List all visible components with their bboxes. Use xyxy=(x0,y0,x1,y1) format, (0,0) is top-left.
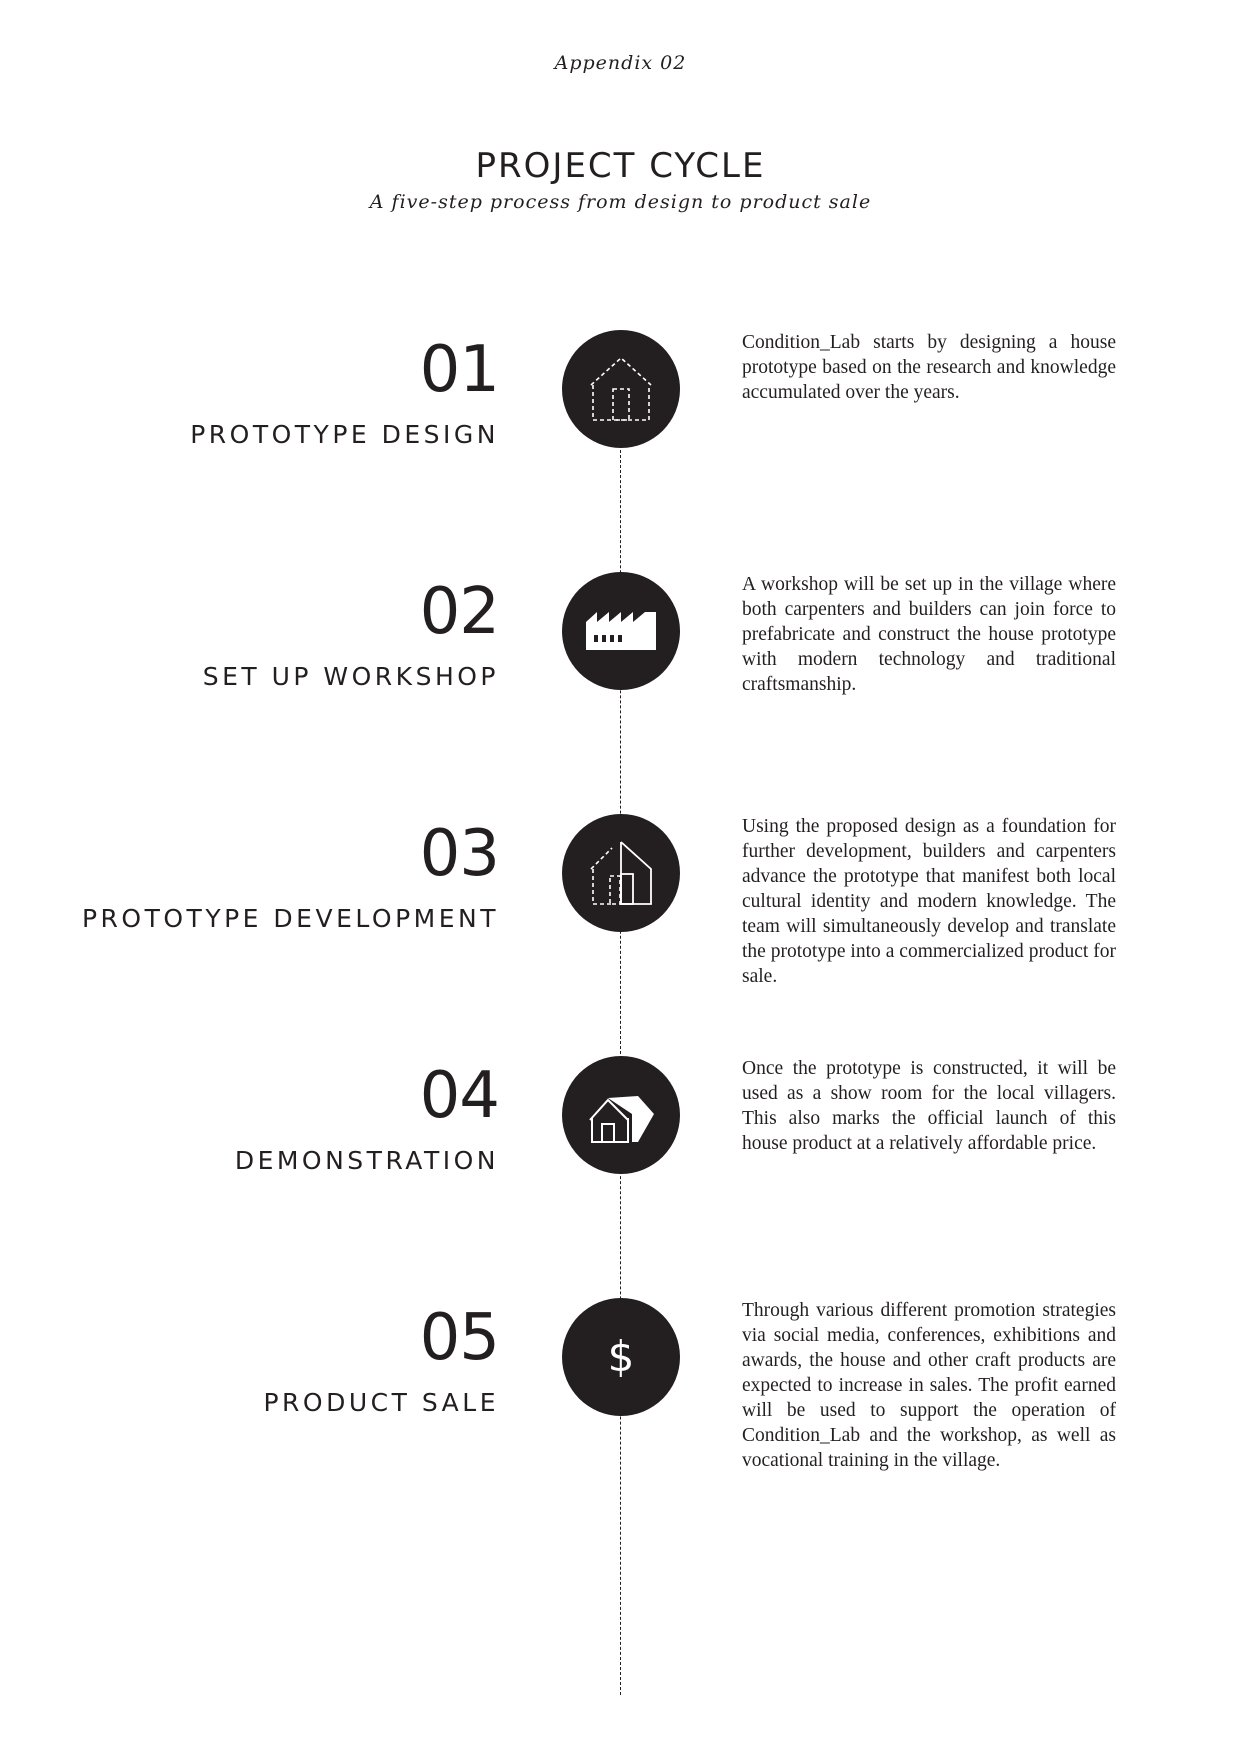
step-number: 04 xyxy=(419,1059,499,1133)
step-01 xyxy=(0,330,1241,570)
step-label: PRODUCT SALE xyxy=(263,1388,499,1417)
step-icon-circle xyxy=(562,1056,680,1174)
step-05 xyxy=(0,1298,1241,1538)
page-title: PROJECT CYCLE xyxy=(475,146,766,186)
page-subtitle: A five-step process from design to product sale xyxy=(369,191,872,213)
step-04 xyxy=(0,1056,1241,1296)
step-number: 03 xyxy=(419,817,499,891)
step-label: SET UP WORKSHOP xyxy=(202,662,499,691)
dashed-house-icon xyxy=(562,330,680,448)
step-03 xyxy=(0,814,1241,1054)
appendix-label: Appendix 02 xyxy=(554,52,687,74)
step-description: Through various different promotion strategies via social media, conferences, exhibitions and awards, the house and other craft products are expected to increase in sales. The profit earned will be used to support the operation of Condition_Lab and the workshop, as well as vocational training in the village. xyxy=(742,1300,1116,1471)
dollar-icon: $ xyxy=(607,1332,635,1381)
step-number: 02 xyxy=(419,575,499,649)
step-02 xyxy=(0,572,1241,812)
showroom-house-icon xyxy=(562,1056,680,1174)
step-description: A workshop will be set up in the village where both carpenters and builders can join force to prefabricate and construct the house prototype with modern technology and traditional craftsmanship. xyxy=(742,574,1116,695)
step-label: PROTOTYPE DEVELOPMENT xyxy=(81,904,499,933)
step-number: 01 xyxy=(419,333,499,407)
step-label: PROTOTYPE DESIGN xyxy=(190,420,499,449)
step-number: 05 xyxy=(419,1301,499,1375)
step-label: DEMONSTRATION xyxy=(234,1146,499,1175)
step-description: Once the prototype is constructed, it will be used as a show room for the local villagers. This also marks the official launch of this house product at a relatively affordable price. xyxy=(742,1058,1116,1154)
step-description: Using the proposed design as a foundation for further development, builders and carpenters advance the prototype that manifest both local cultural identity and modern knowledge. The team will simultaneously develop and translate the prototype into a commercialized product for sale. xyxy=(742,816,1116,987)
step-icon-circle xyxy=(562,330,680,448)
factory-icon xyxy=(562,572,680,690)
step-icon-circle xyxy=(562,814,680,932)
step-icon-circle xyxy=(562,1298,680,1416)
developing-house-icon xyxy=(562,814,680,932)
step-icon-circle xyxy=(562,572,680,690)
step-description: Condition_Lab starts by designing a house prototype based on the research and knowledge accumulated over the years. xyxy=(742,332,1116,403)
